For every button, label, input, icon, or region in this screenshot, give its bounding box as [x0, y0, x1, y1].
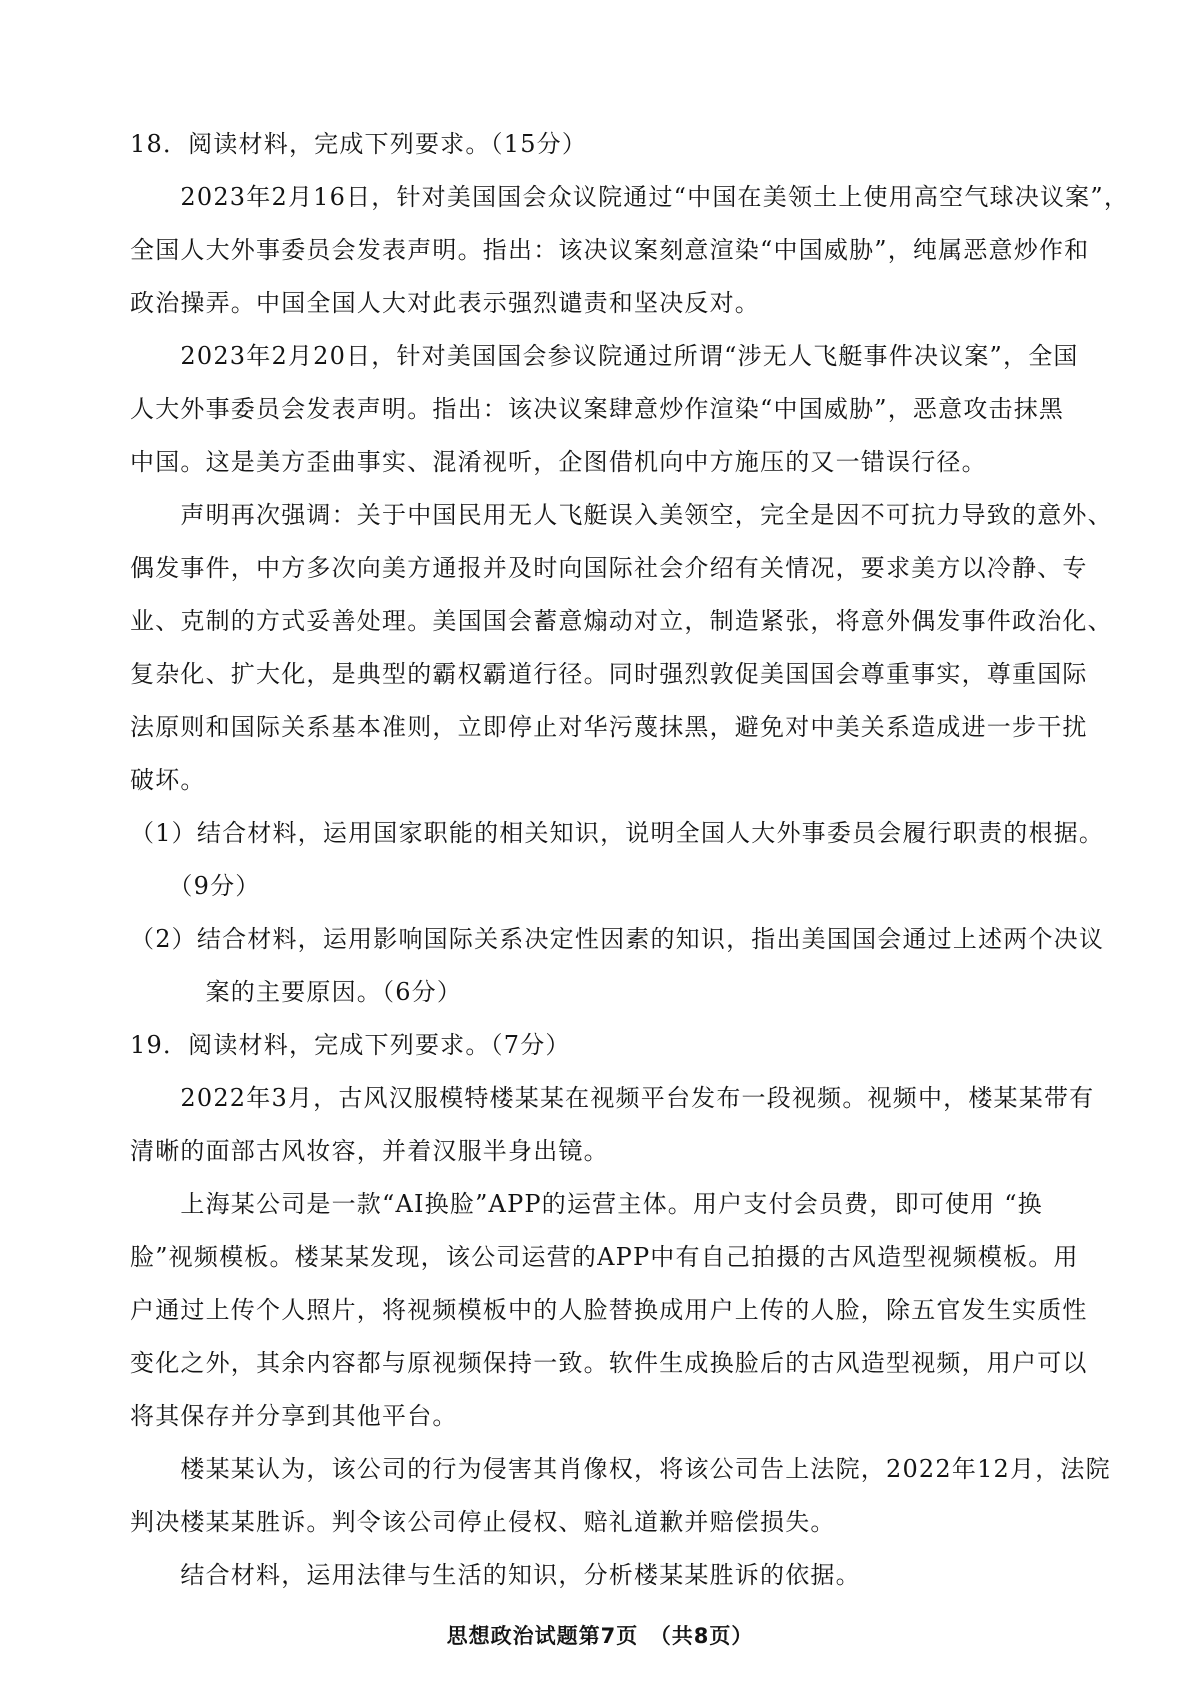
- text-line: 偶发事件，中方多次向美方通报并及时向国际社会介绍有关情况，要求美方以冷静、专: [130, 554, 1088, 582]
- text-line: 破坏。: [130, 766, 206, 794]
- question-19-paragraph-3: [130, 1443, 1111, 1549]
- text-line: 变化之外，其余内容都与原视频保持一致。软件生成换脸后的古风造型视频，用户可以: [130, 1349, 1088, 1377]
- question-18-paragraph-2: [130, 330, 1079, 489]
- question-18-paragraph-1: [130, 171, 1130, 330]
- text-line: （1）结合材料，运用国家职能的相关知识，说明全国人大外事委员会履行职责的根据。: [130, 819, 1105, 847]
- text-line: 判决楼某某胜诉。判令该公司停止侵权、赔礼道歉并赔偿损失。: [130, 1508, 836, 1536]
- text-line: 上海某公司是一款“AI换脸”APP的运营主体。用户支付会员费，即可使用 “换: [130, 1190, 1043, 1218]
- text-line: 全国人大外事委员会发表声明。指出：该决议案刻意渲染“中国威胁”，纯属恶意炒作和: [130, 236, 1090, 264]
- text-line: 法原则和国际关系基本准则，立即停止对华污蔑抹黑，避免对中美关系造成进一步干扰: [130, 713, 1088, 741]
- text-line: 脸”视频模板。楼某某发现，该公司运营的APP中有自己拍摄的古风造型视频模板。用: [130, 1243, 1079, 1271]
- text-line: 业、克制的方式妥善处理。美国国会蓄意煽动对立，制造紧张，将意外偶发事件政治化、: [130, 607, 1113, 635]
- text-line: 2023年2月20日，针对美国国会参议院通过所谓“涉无人飞艇事件决议案”，全国: [130, 342, 1079, 370]
- question-18-sub-1: [130, 807, 1105, 913]
- text-line: 人大外事委员会发表声明。指出：该决议案肆意炒作渲染“中国威胁”，恶意攻击抹黑: [130, 395, 1065, 423]
- text-line: 2023年2月16日，针对美国国会众议院通过“中国在美领土上使用高空气球决议案”，: [130, 183, 1130, 211]
- page-content: [130, 118, 1130, 1602]
- text-line: 户通过上传个人照片，将视频模板中的人脸替换成用户上传的人脸，除五官发生实质性: [130, 1296, 1088, 1324]
- text-line: 楼某某认为，该公司的行为侵害其肖像权，将该公司告上法院，2022年12月，法院: [130, 1455, 1111, 1483]
- text-line: 声明再次强调：关于中国民用无人飞艇误入美领空，完全是因不可抗力导致的意外、: [130, 501, 1113, 529]
- question-19-paragraph-2: [130, 1178, 1088, 1443]
- text-line: 复杂化、扩大化，是典型的霸权霸道行径。同时强烈敦促美国国会尊重事实，尊重国际: [130, 660, 1088, 688]
- text-line: （2）结合材料，运用影响国际关系决定性因素的知识，指出美国国会通过上述两个决议: [130, 925, 1105, 953]
- question-19-title: 19．阅读材料，完成下列要求。（7分）: [130, 1031, 571, 1059]
- text-line: （9分）: [130, 872, 261, 900]
- text-line: 清晰的面部古风妆容，并着汉服半身出镜。: [130, 1137, 609, 1165]
- text-line: 中国。这是美方歪曲事实、混淆视听，企图借机向中方施压的又一错误行径。: [130, 448, 987, 476]
- text-line: 2022年3月，古风汉服模特楼某某在视频平台发布一段视频。视频中，楼某某带有: [130, 1084, 1095, 1112]
- question-19-paragraph-1: [130, 1072, 1095, 1178]
- text-line: 将其保存并分享到其他平台。: [130, 1402, 458, 1430]
- question-18-sub-2: [130, 913, 1105, 1019]
- question-18-title: 18．阅读材料，完成下列要求。（15分）: [130, 130, 588, 158]
- text-line: 政治操弄。中国全国人大对此表示强烈谴责和坚决反对。: [130, 289, 760, 317]
- question-18-paragraph-3: [130, 489, 1113, 807]
- question-19-task: 结合材料，运用法律与生活的知识，分析楼某某胜诉的依据。: [130, 1561, 861, 1589]
- text-line: 案的主要原因。（6分）: [130, 978, 463, 1006]
- page-footer: 思想政治试题第7页 （共8页）: [446, 1624, 754, 1648]
